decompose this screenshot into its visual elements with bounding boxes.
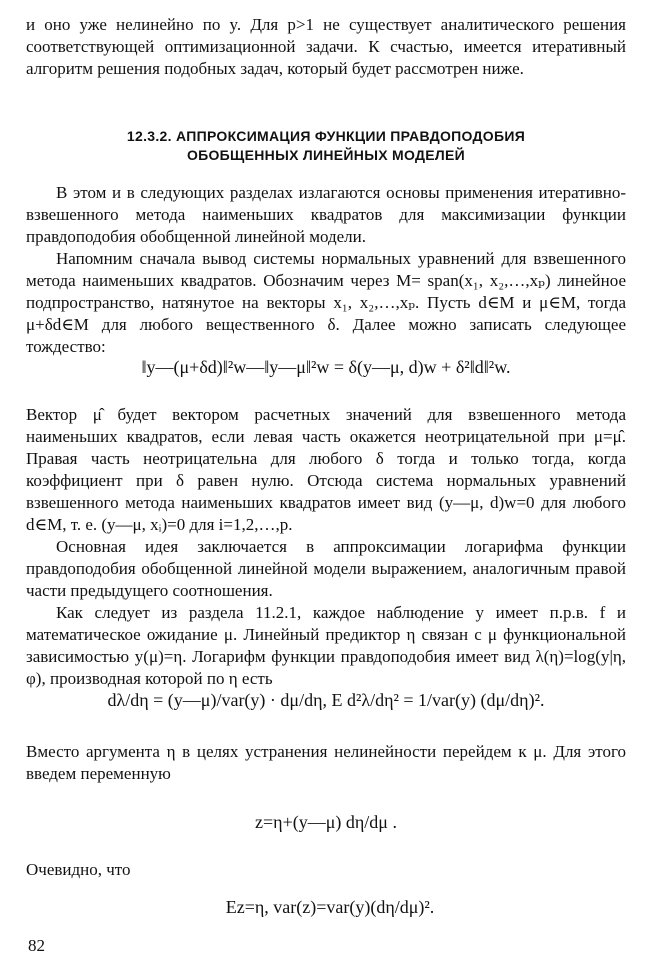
paragraph-7: Очевидно, что <box>26 860 131 879</box>
heading-line-2: ОБОБЩЕННЫХ ЛИНЕЙНЫХ МОДЕЛЕЙ <box>186 147 466 163</box>
page-number: 82 <box>28 936 45 955</box>
body-block-1 <box>26 182 626 358</box>
formula-expectation: Ez=η, var(z)=var(y)(dη/dμ)². <box>225 897 435 917</box>
section-heading <box>26 127 626 165</box>
formula-derivative: dλ/dη = (y—μ)/var(y) · dμ/dη, E d²λ/dη² = 1/var(y) (dμ/dη)². <box>107 690 545 710</box>
body-block-4 <box>26 859 626 881</box>
formula-identity: ‖y—(μ+δd)‖²w—‖y—μ‖²w = δ(y—μ, d)w + δ²‖d‖²w. <box>141 357 511 377</box>
body-block-3 <box>26 741 626 785</box>
paragraph-3: Вектор μ̂ будет вектором расчетных значений для взвешенного метода наименьших квадратов, если левая часть окажется неотрицательной при μ=μ̂. Правая часть неотрицательна для любого δ тогда и только тогда, когда коэффициент при δ равен нулю. Отсюда система нормальных уравнений взвешенного метода наименьших квадратов имеет вид (y—μ, d)w=0 для любого d∈M, т. е. (y—μ, xᵢ)=0 для i=1,2,…,p. <box>26 405 626 534</box>
paragraph-1: В этом и в следующих разделах излагаются основы применения итеративно-взвешенного метода наименьших квадратов для максимизации функции правдоподобия обобщенной линейной модели. <box>26 183 626 246</box>
body-block-2 <box>26 404 626 690</box>
formula-z: z=η+(y—μ) dη/dμ . <box>255 812 397 832</box>
paragraph-5: Как следует из раздела 11.2.1, каждое наблюдение y имеет п.р.в. f и математическое ожидание μ. Линейный предиктор η связан с μ функциональной зависимостью y(μ)=η. Логарифм функции правдоподобия имеет вид λ(η)=log(y|η, φ), производная которой по η есть <box>26 603 626 688</box>
heading-line-1: 12.3.2. АППРОКСИМАЦИЯ ФУНКЦИИ ПРАВДОПОДОБИЯ <box>126 128 526 144</box>
paragraph-4: Основная идея заключается в аппроксимации логарифма функции правдоподобия обобщенной линейной модели выражением, аналогичным правой части предыдущего соотношения. <box>26 537 626 600</box>
paragraph-6: Вместо аргумента η в целях устранения нелинейности перейдем к μ. Для этого введем переменную <box>26 742 626 783</box>
paragraph-intro: и оно уже нелинейно по y. Для p>1 не существует аналитического решения соответствующей оптимизационной задачи. К счастью, имеется итеративный алгоритм решения подобных задач, который будет рассмотрен ниже. <box>26 15 626 78</box>
paragraph-2: Напомним сначала вывод системы нормальных уравнений для взвешенного метода наименьших квадратов. Обозначим через M= span(x₁, x₂,…,xₚ) линейное подпространство, натянутое на векторы x₁, x₂,…,xₚ. Пусть d∈M и μ∈M, тогда μ+δd∈M для любого вещественного δ. Далее можно записать следующее тождество: <box>26 249 626 356</box>
intro-paragraph <box>26 14 626 80</box>
